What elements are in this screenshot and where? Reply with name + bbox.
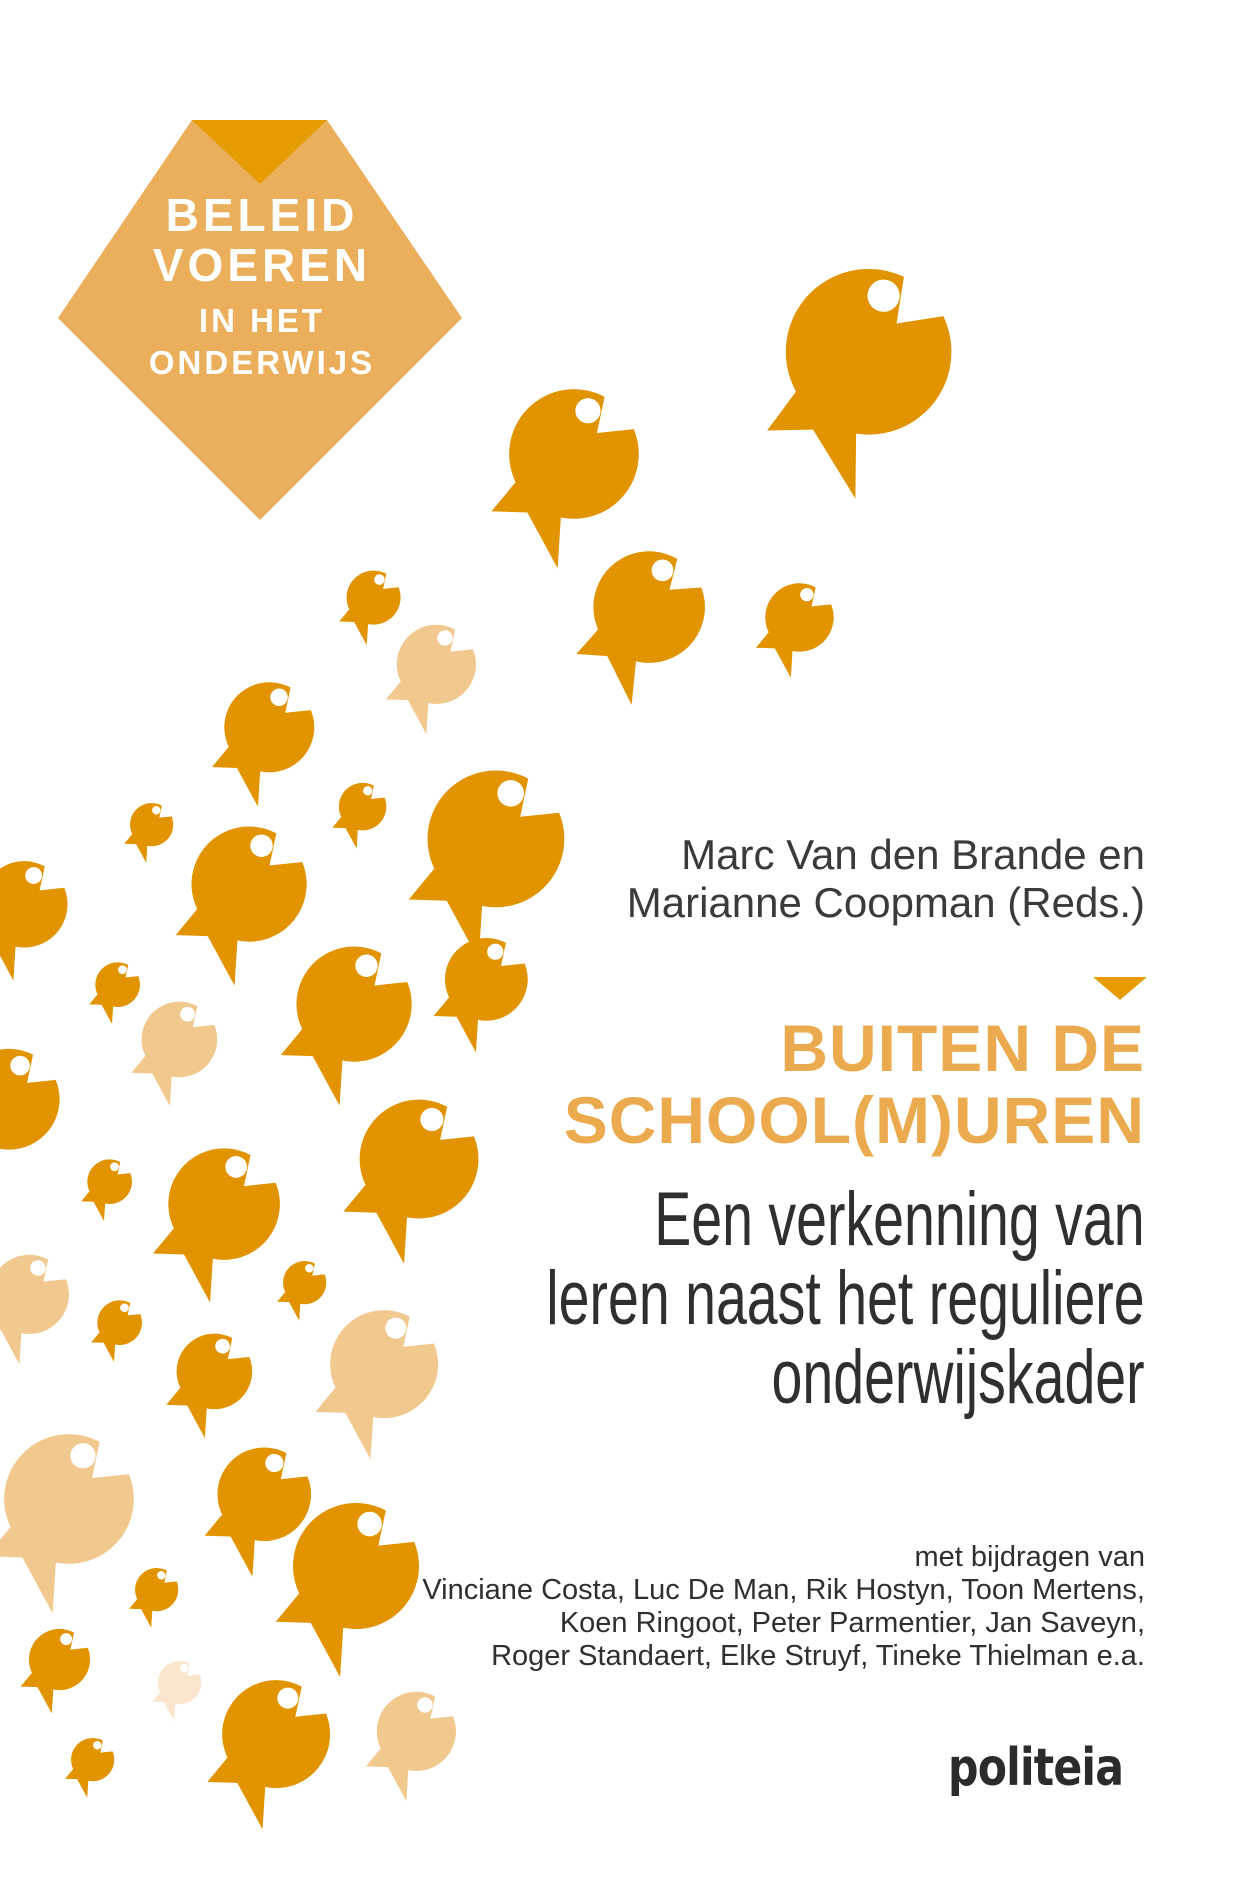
fish-icon: [68, 1151, 144, 1225]
fish-icon: [145, 1319, 273, 1445]
book-subtitle: [325, 1177, 1145, 1420]
fish-icon: [410, 922, 550, 1060]
publisher-logo: politeia: [948, 1738, 1124, 1798]
subtitle-line: onderwijskader: [771, 1335, 1145, 1420]
fish-icon: [186, 665, 339, 815]
fish-icon: [76, 954, 152, 1028]
contributor-line: Koen Ringoot, Peter Parmentier, Jan Saveyn,: [559, 1607, 1145, 1639]
fish-icon: [140, 1653, 213, 1725]
subtitle-line: leren naast het reguliere: [546, 1256, 1145, 1341]
fish-icon: [143, 805, 338, 997]
fish-icon: [112, 795, 185, 867]
contributor-line: Vinciane Costa, Luc De Man, Rik Hostyn, Toon Mertens,: [422, 1574, 1145, 1606]
title-line: BUITEN DE: [780, 1011, 1145, 1085]
author-line: Marianne Coopman (Reds.): [626, 879, 1145, 926]
title-arrow-icon: [1093, 977, 1147, 1000]
fish-icon: [121, 1127, 310, 1313]
fish-icon: [324, 560, 416, 650]
contributor-line: Roger Standaert, Elke Struyf, Tineke Thielman e.a.: [491, 1640, 1145, 1672]
fish-icon: [248, 925, 443, 1117]
fish-icon: [546, 531, 734, 715]
fish-icon: [110, 987, 238, 1113]
fish-icon: [716, 237, 998, 516]
book-title: [564, 1012, 1145, 1156]
fish-icon: [0, 845, 91, 989]
fish-icon: [0, 1240, 91, 1372]
fish-icon: [117, 1560, 190, 1632]
fish-icon: [343, 1677, 477, 1809]
contributors-intro: met bijdragen van: [914, 1541, 1145, 1573]
badge-line: BELEID: [165, 189, 359, 241]
title-line: SCHOOL(M)UREN: [563, 1083, 1145, 1157]
author-line: Marc Van den Brande en: [681, 831, 1145, 878]
fish-icon: [3, 1617, 107, 1719]
fish-icon: [319, 774, 400, 853]
fish-icon: [363, 610, 497, 742]
contributors-list: [422, 1541, 1145, 1673]
fish-icon: [53, 1730, 126, 1802]
badge-line: IN HET: [198, 302, 326, 339]
author-names: [627, 831, 1145, 927]
fish-icon: [0, 1030, 87, 1198]
subtitle-line: Een verkenning van: [654, 1177, 1145, 1262]
fish-icon: [736, 570, 852, 684]
series-badge: [62, 190, 462, 384]
fish-icon: [454, 365, 674, 581]
fish-icon: [177, 1660, 360, 1840]
fish-icon: [78, 1292, 154, 1366]
badge-line: ONDERWIJS: [148, 344, 376, 381]
badge-line: VOEREN: [152, 239, 372, 291]
